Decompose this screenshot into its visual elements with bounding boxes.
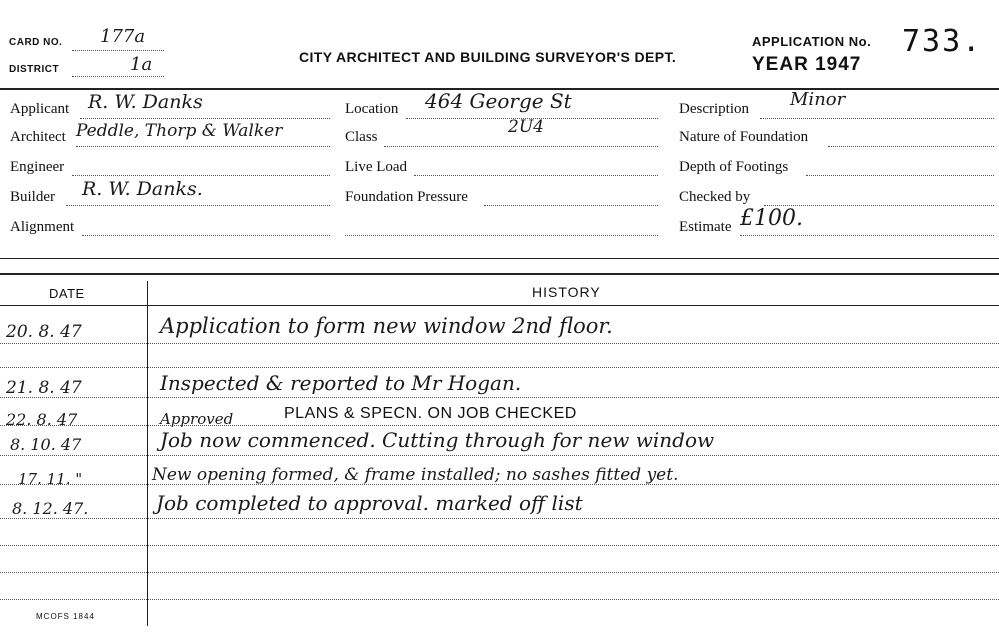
engineer-label: Engineer xyxy=(10,159,65,175)
applicant-label: Applicant xyxy=(10,101,70,117)
section-rule-1 xyxy=(0,258,999,259)
history-row-text: Inspected & reported to Mr Hogan. xyxy=(160,371,522,395)
history-row-date: 8. 10. 47 xyxy=(10,435,82,454)
history-row-text: New opening formed, & frame installed; no sashes fitted yet. xyxy=(152,465,679,485)
history-line xyxy=(0,343,999,344)
history-line xyxy=(0,572,999,573)
nature-of-foundation-label: Nature of Foundation xyxy=(679,129,809,145)
foundation-pressure-line xyxy=(484,205,658,206)
depth-of-footings-line xyxy=(806,175,994,176)
date-column-header: DATE xyxy=(49,286,85,301)
builder-line xyxy=(66,205,330,206)
history-row-text: Application to form new window 2nd floor. xyxy=(160,314,613,338)
applicant-value: R. W. Danks xyxy=(88,91,203,113)
department-title: CITY ARCHITECT AND BUILDING SURVEYOR'S DEPT. xyxy=(299,49,677,65)
live-load-label: Live Load xyxy=(345,159,408,175)
description-line xyxy=(760,118,994,119)
foundation-pressure-label: Foundation Pressure xyxy=(345,189,468,205)
builder-label: Builder xyxy=(10,189,55,205)
nature-of-foundation-line xyxy=(828,146,994,147)
history-row-date: 8. 12. 47. xyxy=(12,499,89,518)
district-value: 1a xyxy=(130,54,153,75)
history-header-rule xyxy=(0,305,999,306)
history-row-date: 22. 8. 47 xyxy=(6,410,78,429)
card-number-line xyxy=(72,50,164,51)
class-line xyxy=(384,146,658,147)
class-label: Class xyxy=(345,129,378,145)
year-label: YEAR 1947 xyxy=(752,54,862,75)
class-value: 2U4 xyxy=(508,117,544,137)
architect-value: Peddle, Thorp & Walker xyxy=(76,121,283,141)
card-number-label: CARD NO. xyxy=(9,37,63,48)
plans-checked-stamp: PLANS & SPECN. ON JOB CHECKED xyxy=(284,405,577,422)
history-line xyxy=(0,367,999,368)
live-load-line xyxy=(414,175,658,176)
history-column-header: HISTORY xyxy=(532,284,601,300)
history-row-text: Job completed to approval. marked off list xyxy=(156,491,583,515)
depth-of-footings-label: Depth of Footings xyxy=(679,159,789,175)
history-row-text: Job now commenced. Cutting through for new window xyxy=(160,428,715,452)
history-line xyxy=(0,425,999,426)
applicant-line xyxy=(80,118,330,119)
card-number-value: 177a xyxy=(100,26,146,47)
estimate-line xyxy=(740,235,994,236)
application-label: APPLICATION No. xyxy=(752,34,872,49)
history-line xyxy=(0,455,999,456)
builder-value: R. W. Danks. xyxy=(82,178,203,200)
form-code: MCOFS 1844 xyxy=(36,612,95,621)
district-line xyxy=(72,76,164,77)
checked-by-label: Checked by xyxy=(679,189,751,205)
location-value: 464 George St xyxy=(425,89,572,113)
history-line xyxy=(0,545,999,546)
section-rule-2 xyxy=(0,273,999,275)
description-value: Minor xyxy=(790,89,846,110)
application-number: 733. xyxy=(902,24,983,59)
history-row-date: 20. 8. 47 xyxy=(6,322,82,342)
history-line xyxy=(0,397,999,398)
date-column-divider xyxy=(147,281,148,626)
district-label: DISTRICT xyxy=(9,64,60,75)
engineer-line xyxy=(72,175,330,176)
history-line xyxy=(0,518,999,519)
history-row-date: 17. 11. " xyxy=(18,470,83,488)
architect-line xyxy=(76,146,330,147)
history-line xyxy=(0,599,999,600)
estimate-label: Estimate xyxy=(679,219,732,235)
alignment-line xyxy=(82,235,330,236)
column2-blank-line xyxy=(345,235,658,236)
history-row-date: 21. 8. 47 xyxy=(6,378,82,398)
history-row-text: Approved xyxy=(160,410,234,428)
alignment-label: Alignment xyxy=(10,219,75,235)
location-label: Location xyxy=(345,101,399,117)
architect-label: Architect xyxy=(10,129,66,145)
description-label: Description xyxy=(679,101,749,117)
estimate-value: £100. xyxy=(740,206,803,231)
